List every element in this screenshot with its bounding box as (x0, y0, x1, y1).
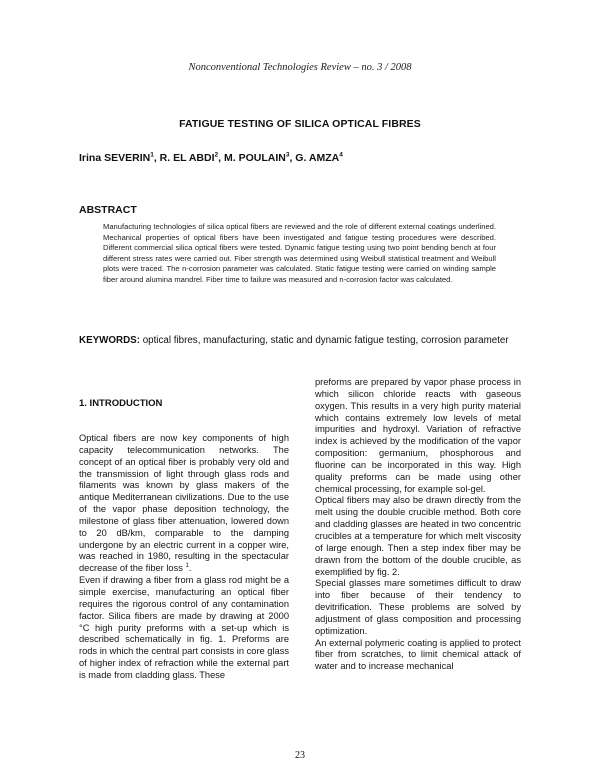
paper-title: FATIGUE TESTING OF SILICA OPTICAL FIBRES (179, 118, 421, 130)
keywords-label: KEYWORDS: (79, 335, 140, 346)
author-separator: , (218, 152, 224, 164)
paragraph: preforms are prepared by vapor phase process in which silicon chloride reacts with gaseous oxygen. This results in a very high purity material which contains extremely low levels of metal impurities and hydroxyl. Variation of refractive index is achieved by the modification of the vapor composition: germanium, phosphorous and fluorine can be incorporated in this way. High quality preforms can be made using other chemical processing, for example sol-gel. (315, 377, 521, 494)
paragraph-text: . (188, 563, 192, 574)
paragraph: Even if drawing a fiber from a glass rod might be a simple exercise, manufacturing an optical fiber requires the rigorous control of any contamination factor. Silica fibers are made by drawing at 2000 °C high purity preforms with a set-up which is described schematically in fig. 1. Preforms are rods in which the central part consists in core glass of higher index of refraction while the external part is made from cladding glass. These (79, 575, 289, 680)
journal-header: Nonconventional Technologies Review – no. 3 / 2008 (188, 62, 412, 73)
paragraph: An external polymeric coating is applied to protect fiber from scratches, to limit chemical attack of water and to increase mechanical (315, 637, 521, 672)
author-separator: , (289, 152, 296, 164)
paragraph-text: Optical fibers are now key components of high capacity telecommunication networks. The concept of an optical fiber is probably very old and the transmission of light through glass rods and filaments was known by glass makers of the antique Mediterranean civilizations. Due to the use of the vapor phase deposition technology, the milestone of glass fiber attenuation, lowered down to 20 dB/km, comparable to the damping undergone by an electric current in a copper wire, was reached in 1980, resulting in the spectacular decrease of the fiber loss (79, 433, 289, 574)
section-heading-introduction: 1. INTRODUCTION (79, 398, 163, 409)
right-column (315, 377, 521, 673)
paragraph: Special glasses mare sometimes difficult to draw into fiber because of their tendency to devitrification. These problems are solved by adjustment of glass composition and processing optimization. (315, 578, 521, 636)
affiliation-mark: 4 (339, 151, 343, 159)
author-name: M. POULAIN (223, 152, 286, 164)
affiliation-mark: 1 (150, 151, 154, 159)
author-separator: , (153, 152, 160, 164)
page-number: 23 (295, 750, 305, 761)
keywords-text: optical fibres, manufacturing, static and dynamic fatigue testing, corrosion parameter (139, 335, 509, 346)
keywords (79, 335, 520, 348)
author-name: R. EL ABDI (159, 152, 215, 164)
affiliation-mark: 3 (285, 151, 290, 159)
affiliation-mark: 2 (214, 151, 219, 159)
abstract-text: Manufacturing technologies of silica optical fibers are reviewed and the role of different external coatings underlined. Mechanical properties of optical fibers have been investigated and fatigue testing procedures were described. Different commercial silica optical fibers were tested. Dynamic fatigue testing using two point bending bench at four different stress rates were carried out. Fiber strength was determined using Weibull statistical treatment and Weibull plots were traced. The n-corrosion parameter was calculated. Static fatigue testing were carried on winding sample fiber around alumina mandrel. Fiber time to failure was measured and n-corrosion factor was calculated. (103, 222, 496, 284)
abstract-heading: ABSTRACT (79, 204, 137, 216)
reference-mark: 1 (185, 563, 189, 570)
author-name: G. AMZA (295, 152, 340, 164)
paragraph (79, 433, 289, 575)
author-name: Irina SEVERIN (79, 152, 151, 164)
paragraph: Optical fibers may also be drawn directly from the melt using the double crucible method. Both core and cladding glasses are heated in two concentric crucibles at a temperature for which melt viscosity of large enough. Then a step index fiber may be drawn from the bottom of the double crucible, as exemplified by fig. 2. (315, 495, 521, 577)
author-list (79, 152, 343, 164)
left-column (79, 433, 289, 682)
